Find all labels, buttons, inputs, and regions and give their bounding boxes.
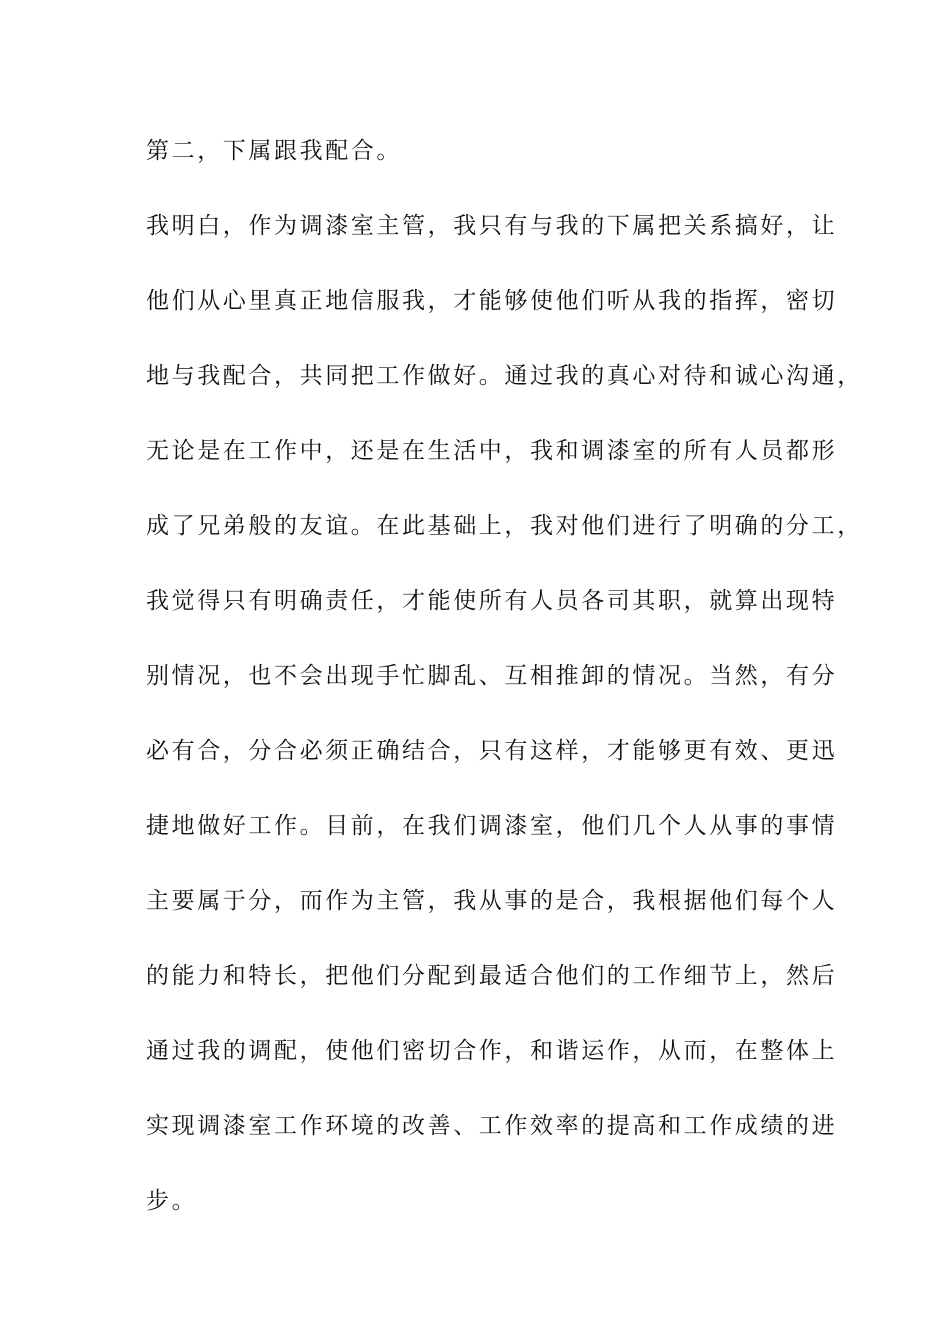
paragraph-heading: 第二，下属跟我配合。 (146, 138, 402, 164)
text-line-11: 的能力和特长，把他们分配到最适合他们的工作细节上，然后 (146, 963, 838, 989)
text-line-5: 成了兄弟般的友谊。在此基础上，我对他们进行了明确的分工， (146, 513, 863, 539)
text-line-10: 主要属于分，而作为主管，我从事的是合，我根据他们每个人 (146, 888, 838, 914)
text-line-6: 我觉得只有明确责任，才能使所有人员各司其职，就算出现特 (146, 588, 838, 614)
text-line-12: 通过我的调配，使他们密切合作，和谐运作，从而，在整体上 (146, 1038, 838, 1064)
text-line-7: 别情况，也不会出现手忙脚乱、互相推卸的情况。当然，有分 (146, 663, 838, 689)
text-line-13: 实现调漆室工作环境的改善、工作效率的提高和工作成绩的进 (146, 1113, 838, 1139)
text-line-8: 必有合，分合必须正确结合，只有这样，才能够更有效、更迅 (146, 738, 838, 764)
text-line-3: 地与我配合，共同把工作做好。通过我的真心对待和诚心沟通， (146, 363, 863, 389)
text-line-9: 捷地做好工作。目前，在我们调漆室，他们几个人从事的事情 (146, 813, 838, 839)
text-line-14: 步。 (146, 1188, 198, 1214)
text-line-1: 我明白，作为调漆室主管，我只有与我的下属把关系搞好，让 (146, 213, 838, 239)
text-line-4: 无论是在工作中，还是在生活中，我和调漆室的所有人员都形 (146, 438, 838, 464)
text-line-2: 他们从心里真正地信服我，才能够使他们听从我的指挥，密切 (146, 288, 838, 314)
